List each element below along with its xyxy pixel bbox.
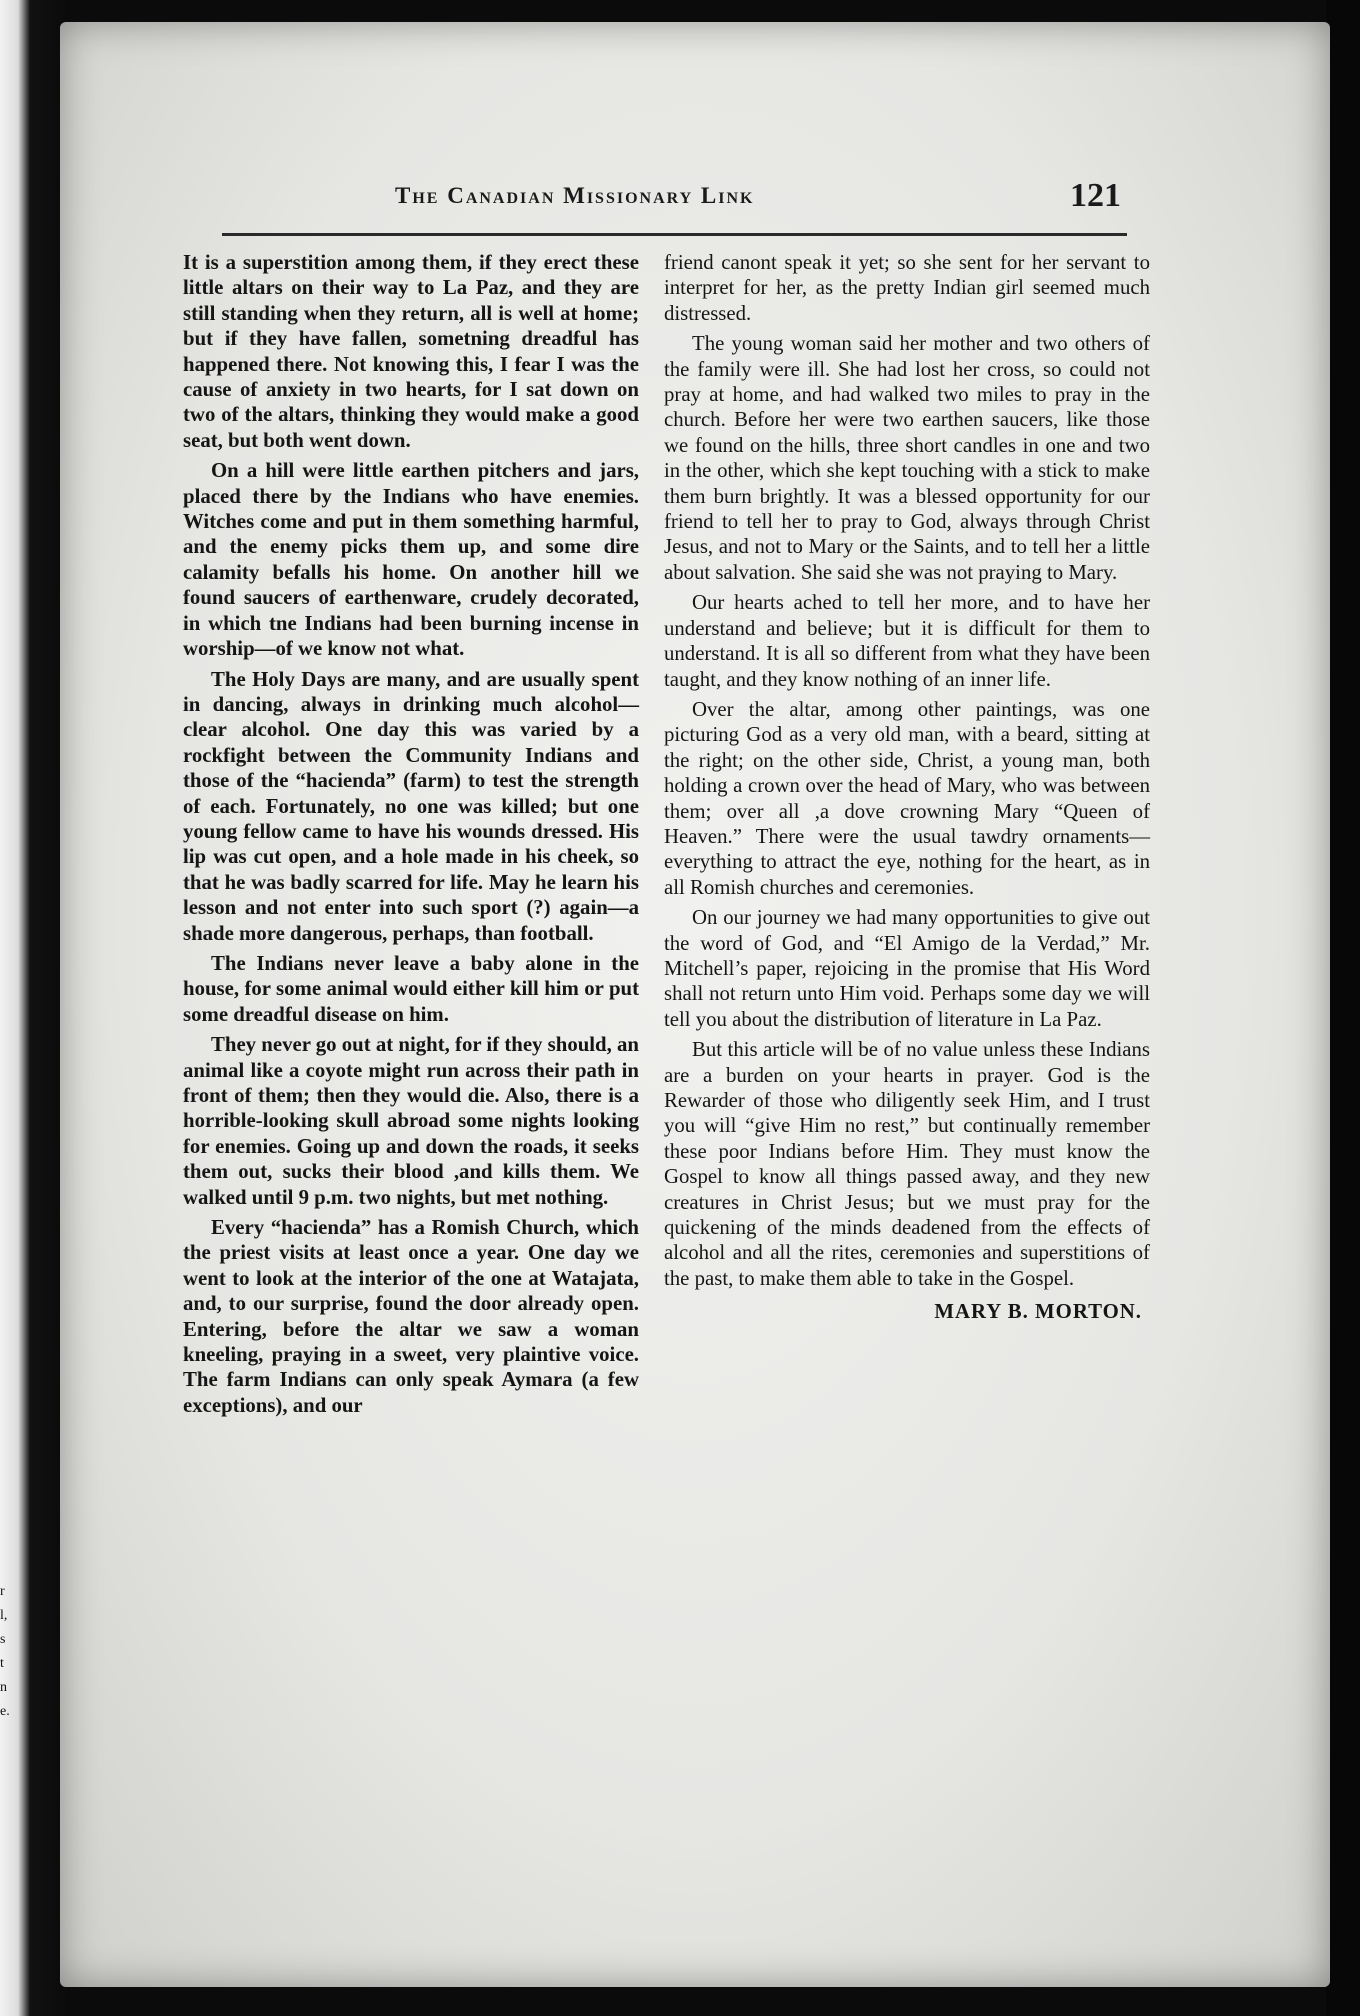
margin-fragment: t — [0, 1656, 4, 1671]
right-column — [664, 250, 1150, 1325]
paragraph: On a hill were little earthen pitchers and jars, placed there by the Indians who have enemies. Witches come and put in them something harmful, and the enemy picks them up, and some dire calamity befalls his home. On another hill we found saucers of earthenware, crudely decorated, in which tne Indians had been burning incense in worship—of we know not what. — [183, 459, 639, 661]
scan-border — [1326, 0, 1360, 2016]
margin-fragment: e. — [0, 1704, 10, 1719]
paragraph: But this article will be of no value unless these Indians are a burden on your hearts in prayer. God is the Rewarder of those who diligently seek Him, and I trust you will “give Him no rest,” but continually remember these poor Indians before Him. They must know the Gospel to know all things passed away, and they new creatures in Christ Jesus; but we must pray for the quickening of the minds deadened from the effects of alcohol and all the rites, ceremonies and superstitions of the past, to make them able to take in the Gospel. — [664, 1038, 1150, 1290]
margin-fragment: r — [0, 1584, 5, 1599]
paragraph: The Indians never leave a baby alone in the house, for some animal would either kill him or put some dreadful disease on him. — [183, 951, 639, 1026]
left-column — [183, 250, 639, 1423]
page-number: 121 — [1070, 177, 1121, 214]
margin-fragment: l, — [0, 1608, 8, 1623]
paragraph: Our hearts ached to tell her more, and to have her understand and believe; but it is difficult for them to understand. It is all so different from what they have been taught, and they know nothing of an inner life. — [664, 591, 1150, 691]
author-signature: MARY B. MORTON. — [934, 1300, 1142, 1324]
paragraph: It is a superstition among them, if they erect these little altars on their way to La Paz, and they are still standing when they return, all is well at home; but if they have fallen, sometning dreadful has happened there. Not knowing this, I fear I was the cause of anxiety in two hearts, for I sat down on two of the altars, thinking they would make a good seat, but both went down. — [183, 251, 639, 452]
paragraph: They never go out at night, for if they should, an animal like a coyote might run across their path in front of them; then they would die. Also, there is a horrible-looking skull abroad some nights looking for enemies. Going up and down the roads, it seeks them out, sucks their blood ,and kills them. We walked until 9 p.m. two nights, but met nothing. — [183, 1033, 639, 1209]
paragraph: The young woman said her mother and two others of the family were ill. She had lost her cross, so could not pray at home, and had walked two miles to pray in the church. Before her were two earthen saucers, like those we found on the hills, three short candles in one and two in the other, which she kept touching with a stick to make them burn brightly. It was a blessed opportunity for our friend to tell her to pray to God, always through Christ Jesus, and not to Mary or the Saints, and to tell her a little about salvation. She said she was not praying to Mary. — [664, 332, 1150, 584]
margin-fragment: s — [0, 1632, 6, 1647]
paragraph: The Holy Days are many, and are usually spent in dancing, always in drinking much alcohol—clear alcohol. One day this was varied by a rockfight between the Community Indians and those of the “hacienda” (farm) to test the strength of each. Fortunately, no one was killed; but one young fellow came to have his wounds dressed. His lip was cut open, and a hole made in his cheek, so that he was badly scarred for life. May he learn his lesson and not enter into such sport (?) again—a shade more dangerous, perhaps, than football. — [183, 667, 639, 945]
margin-fragment: n — [0, 1680, 7, 1695]
header-rule — [222, 233, 1127, 236]
paragraph: friend canont speak it yet; so she sent for her servant to interpret for her, as the pretty Indian girl seemed much distressed. — [664, 251, 1150, 325]
page-header — [335, 177, 1125, 223]
adjacent-page-fragments — [0, 1580, 16, 1724]
paragraph: Over the altar, among other paintings, was one picturing God as a very old man, with a beard, sitting at the right; on the other side, Christ, a young man, both holding a crown over the head of Mary, who was between them; over all ,a dove crowning Mary “Queen of Heaven.” There were the usual tawdry ornaments—everything to attract the eye, nothing for the heart, as in all Romish churches and ceremonies. — [664, 697, 1150, 899]
running-title: The Canadian Missionary Link — [395, 183, 755, 208]
paragraph: Every “hacienda” has a Romish Church, which the priest visits at least once a year. One day we went to look at the interior of the one at Watajata, and, to our surprise, found the door already open. Entering, before the altar we saw a woman kneeling, praying in a sweet, very plaintive voice. The farm Indians can only speak Aymara (a few exceptions), and our — [183, 1216, 639, 1417]
paragraph: On our journey we had many opportunities to give out the word of God, and “El Amigo de la Verdad,” Mr. Mitchell’s paper, rejoicing in the promise that His Word shall not return unto Him void. Perhaps some day we will tell you about the distribution of literature in La Paz. — [664, 906, 1150, 1031]
